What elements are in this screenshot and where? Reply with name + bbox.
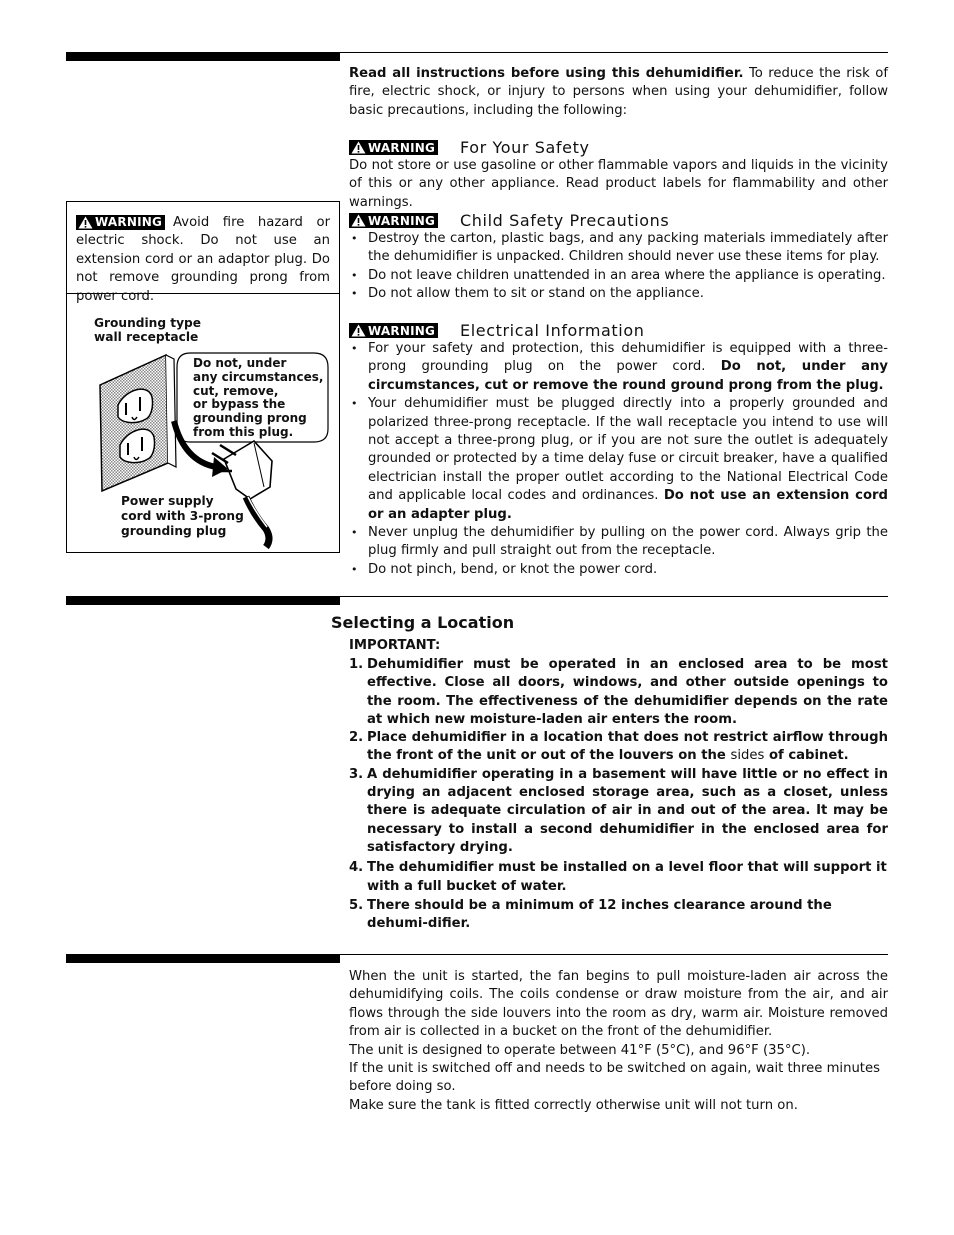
- electrical-heading: [349, 320, 888, 340]
- list-item: • Do not pinch, bend, or knot the power cord.: [349, 561, 888, 579]
- section-bar-1: [66, 52, 340, 61]
- location-list: [349, 656, 888, 933]
- warning-triangle-icon: [351, 324, 366, 337]
- section-bar-2: [66, 596, 340, 605]
- intro-bold: Read all instructions before using this dehumidifier.: [349, 66, 744, 81]
- list-item: • Do not leave children unattended in an area where the appliance is operating.: [349, 267, 888, 285]
- warning-triangle-icon: [351, 214, 366, 227]
- warning-badge: WARNING: [349, 213, 438, 228]
- section-rule-3: [340, 954, 888, 955]
- operation-p2: The unit is designed to operate between 41°F (5°C), and 96°F (35°C).: [349, 1042, 811, 1058]
- child-title: Child Safety Precautions: [460, 211, 670, 230]
- label-receptacle: Grounding type wall receptacle: [94, 316, 202, 344]
- warning-badge: WARNING: [349, 140, 438, 155]
- list-item: • Never unplug the dehumidifier by pulling on the power cord. Always grip the plug firmly and pull straight out from the receptacle.: [349, 524, 888, 561]
- safety-heading: [349, 137, 888, 157]
- child-list: [349, 230, 888, 304]
- side-warning-text: WARNING Avoid fire hazard or electric shock. Do not use an extension cord or an adaptor plug. Do not remove grounding prong from power cord.: [76, 214, 330, 304]
- child-heading: [349, 210, 888, 230]
- intro-paragraph: [349, 65, 888, 120]
- warning-badge: WARNING: [349, 323, 438, 338]
- location-important: IMPORTANT:: [349, 638, 441, 653]
- list-item: • Do not allow them to sit or stand on the appliance.: [349, 285, 888, 303]
- list-item: 1. Dehumidifier must be operated in an enclosed area to be most effective. Close all doors, windows, and other outside openings to the room. The effectiveness of the dehumidifier depends on the rate at which new moisture-laden air enters the room.: [349, 657, 888, 727]
- electrical-list: [349, 340, 888, 579]
- safety-text: Do not store or use gasoline or other flammable vapors and liquids in the vicinity of this or any other appliance. Read product labels for flammability and other warnings.: [349, 158, 888, 210]
- list-item: • Destroy the carton, plastic bags, and any packing materials immediately after the dehumidifier is unpacked. Children should never use these items for play.: [349, 230, 888, 267]
- warning-badge: WARNING: [76, 215, 165, 230]
- operation-block: [349, 968, 888, 1115]
- section-rule-1: [340, 52, 888, 53]
- warning-triangle-icon: [351, 141, 366, 154]
- safety-title: For Your Safety: [460, 138, 590, 157]
- list-item: 5. There should be a minimum of 12 inches clearance around the dehumi-difier.: [349, 897, 832, 932]
- intro-rest: To reduce the risk of fire, electric shock, or injury to persons when using your dehumidifier, follow basic precautions, including the following:: [349, 66, 888, 118]
- list-item: • For your safety and protection, this dehumidifier is equipped with a three-prong grounding plug on the power cord. Do not, under any circumstances, cut or remove the round ground prong from the plug.: [349, 340, 888, 395]
- electrical-title: Electrical Information: [460, 321, 645, 340]
- operation-p3: If the unit is switched off and needs to be switched on again, wait three minutes before doing so.: [349, 1061, 880, 1095]
- section-rule-2: [340, 596, 888, 597]
- list-item: 3. A dehumidifier operating in a basement will have little or no effect in drying an adjacent enclosed storage area, such as a closet, unless there is adequate circulation of air in and out of the area. It may be necessary to install a second dehumidifier in the enclosed area for satisfactory drying.: [349, 766, 888, 855]
- label-callout: Do not, under any circumstances, cut, remove, or bypass the grounding prong from this plug.: [193, 356, 324, 439]
- location-title: Selecting a Location: [331, 613, 515, 632]
- list-item: 4. The dehumidifier must be installed on a level floor that will support it with a full bucket of water.: [349, 860, 887, 894]
- warning-triangle-icon: [78, 216, 93, 229]
- list-item: • Your dehumidifier must be plugged directly into a properly grounded and polarized three-prong receptacle. If the wall receptacle you intend to use will not accept a three-prong plug, or if you are not sure the outlet is adequately grounded or protected by a time delay fuse or circuit breaker, have a qualified electrician install the proper outlet according to the National Electrical Code and applicable local codes and ordinances. Do not use an extension cord or an adapter plug.: [349, 395, 888, 524]
- list-item: 2. Place dehumidifier in a location that does not restrict airflow through the front of the unit or out of the louvers on the sides of cabinet.: [349, 730, 888, 764]
- label-cord: Power supply cord with 3-prong grounding plug: [121, 494, 244, 538]
- section-bar-3: [66, 954, 340, 963]
- operation-p1: When the unit is started, the fan begins to pull moisture-laden air across the dehumidifying coils. The coils condense or draw moisture from the air, and air flows through the side louvers into the room as dry, warm air. Moisture removed from air is collected in a bucket on the front of the dehumidifier.: [349, 969, 888, 1040]
- operation-p4: Make sure the tank is fitted correctly otherwise unit will not turn on.: [349, 1097, 798, 1113]
